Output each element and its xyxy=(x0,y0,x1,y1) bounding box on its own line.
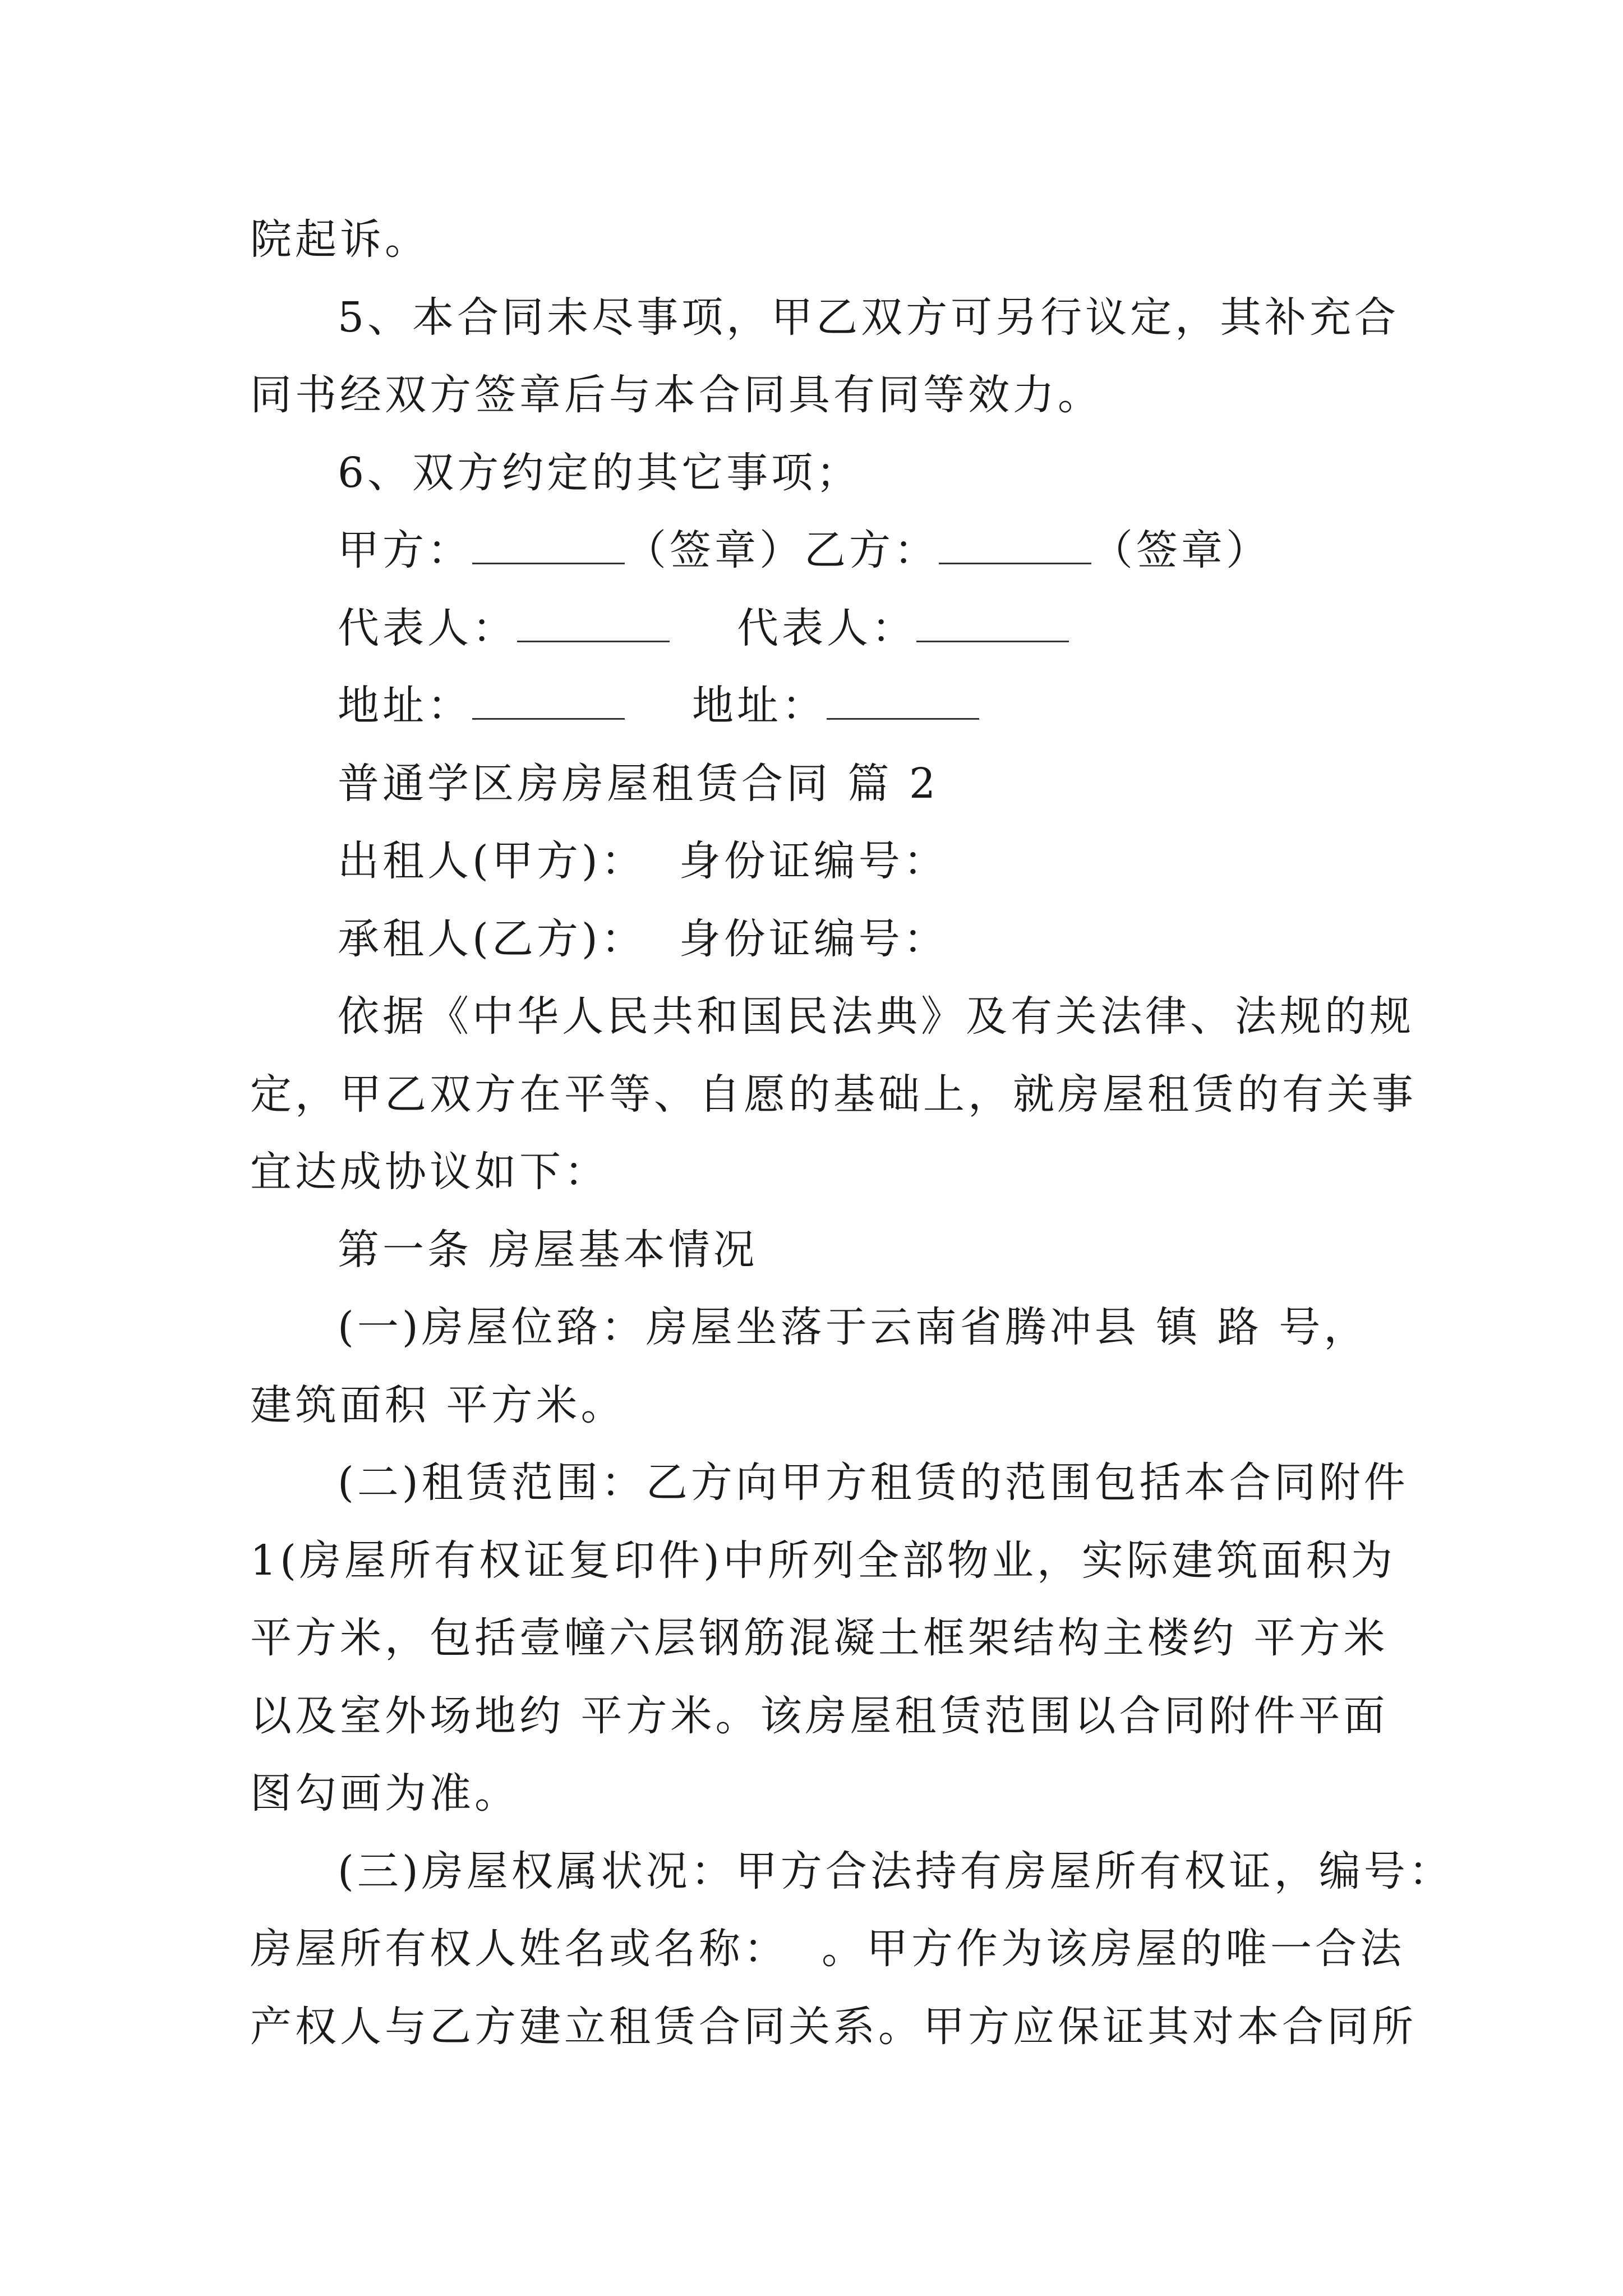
paragraph-line: (一)房屋位臵：房屋坐落于云南省腾冲县 镇 路 号， xyxy=(338,1303,1369,1351)
party-a-seal-label: （签章）乙方： xyxy=(625,526,939,574)
lessee-line: 承租人(乙方)： 身份证编号： xyxy=(338,914,948,963)
party-a-signature-blank xyxy=(472,528,625,564)
party-b-seal-label: （签章） xyxy=(1091,526,1271,574)
paragraph-line: (三)房屋权属状况：甲方合法持有房屋所有权证，编号： xyxy=(338,1847,1454,1895)
paragraph-line: 宜达成协议如下： xyxy=(250,1148,609,1196)
party-a-representative-label: 代表人： xyxy=(338,604,517,652)
paragraph-line: 1(房屋所有权证复印件)中所列全部物业，实际建筑面积为 xyxy=(250,1536,1396,1585)
party-b-representative-blank xyxy=(916,606,1069,642)
paragraph-line: 依据《中华人民共和国民法典》及有关法律、法规的规 xyxy=(338,992,1414,1041)
paragraph-line: 平方米，包括壹幢六层钢筋混凝土框架结构主楼约 平方米 xyxy=(250,1614,1389,1662)
party-b-representative-label: 代表人： xyxy=(737,604,916,652)
party-b-address-blank xyxy=(827,683,979,720)
signature-line-representative xyxy=(250,590,1383,668)
party-a-label: 甲方： xyxy=(338,526,472,574)
paragraph-line: 建筑面积 平方米。 xyxy=(250,1381,626,1429)
section-heading: 普通学区房房屋租赁合同 篇 2 xyxy=(338,759,939,808)
paragraph-line: 房屋所有权人姓名或名称： 。甲方作为该房屋的唯一合法 xyxy=(250,1925,1405,1973)
party-b-signature-blank xyxy=(939,528,1091,564)
paragraph-line: 以及室外场地约 平方米。该房屋租赁范围以合同附件平面 xyxy=(250,1691,1389,1740)
paragraph-line: 6、双方约定的其它事项； xyxy=(338,448,861,497)
paragraph-line: 定，甲乙双方在平等、自愿的基础上，就房屋租赁的有关事 xyxy=(250,1070,1417,1119)
article-heading: 第一条 房屋基本情况 xyxy=(338,1225,758,1274)
lessor-line: 出租人(甲方)： 身份证编号： xyxy=(338,837,948,885)
paragraph-line: 院起诉。 xyxy=(250,215,430,264)
paragraph-line: (二)租赁范围：乙方向甲方租赁的范围包括本合同附件 xyxy=(338,1458,1409,1507)
signature-line-address xyxy=(250,667,1383,745)
party-b-address-label: 地址： xyxy=(692,682,827,730)
document-body xyxy=(250,201,1454,2065)
paragraph-line: 产权人与乙方建立租赁合同关系。甲方应保证其对本合同所 xyxy=(250,2002,1417,2051)
paragraph-line: 5、本合同未尽事项，甲乙双方可另行议定，其补充合 xyxy=(338,293,1400,342)
signature-line-party-a xyxy=(250,512,1383,590)
paragraph-line: 图勾画为准。 xyxy=(250,1769,519,1818)
party-a-address-blank xyxy=(472,683,625,720)
paragraph-line: 同书经双方签章后与本合同具有同等效力。 xyxy=(250,371,1103,419)
party-a-address-label: 地址： xyxy=(338,682,472,730)
party-a-representative-blank xyxy=(517,606,670,642)
